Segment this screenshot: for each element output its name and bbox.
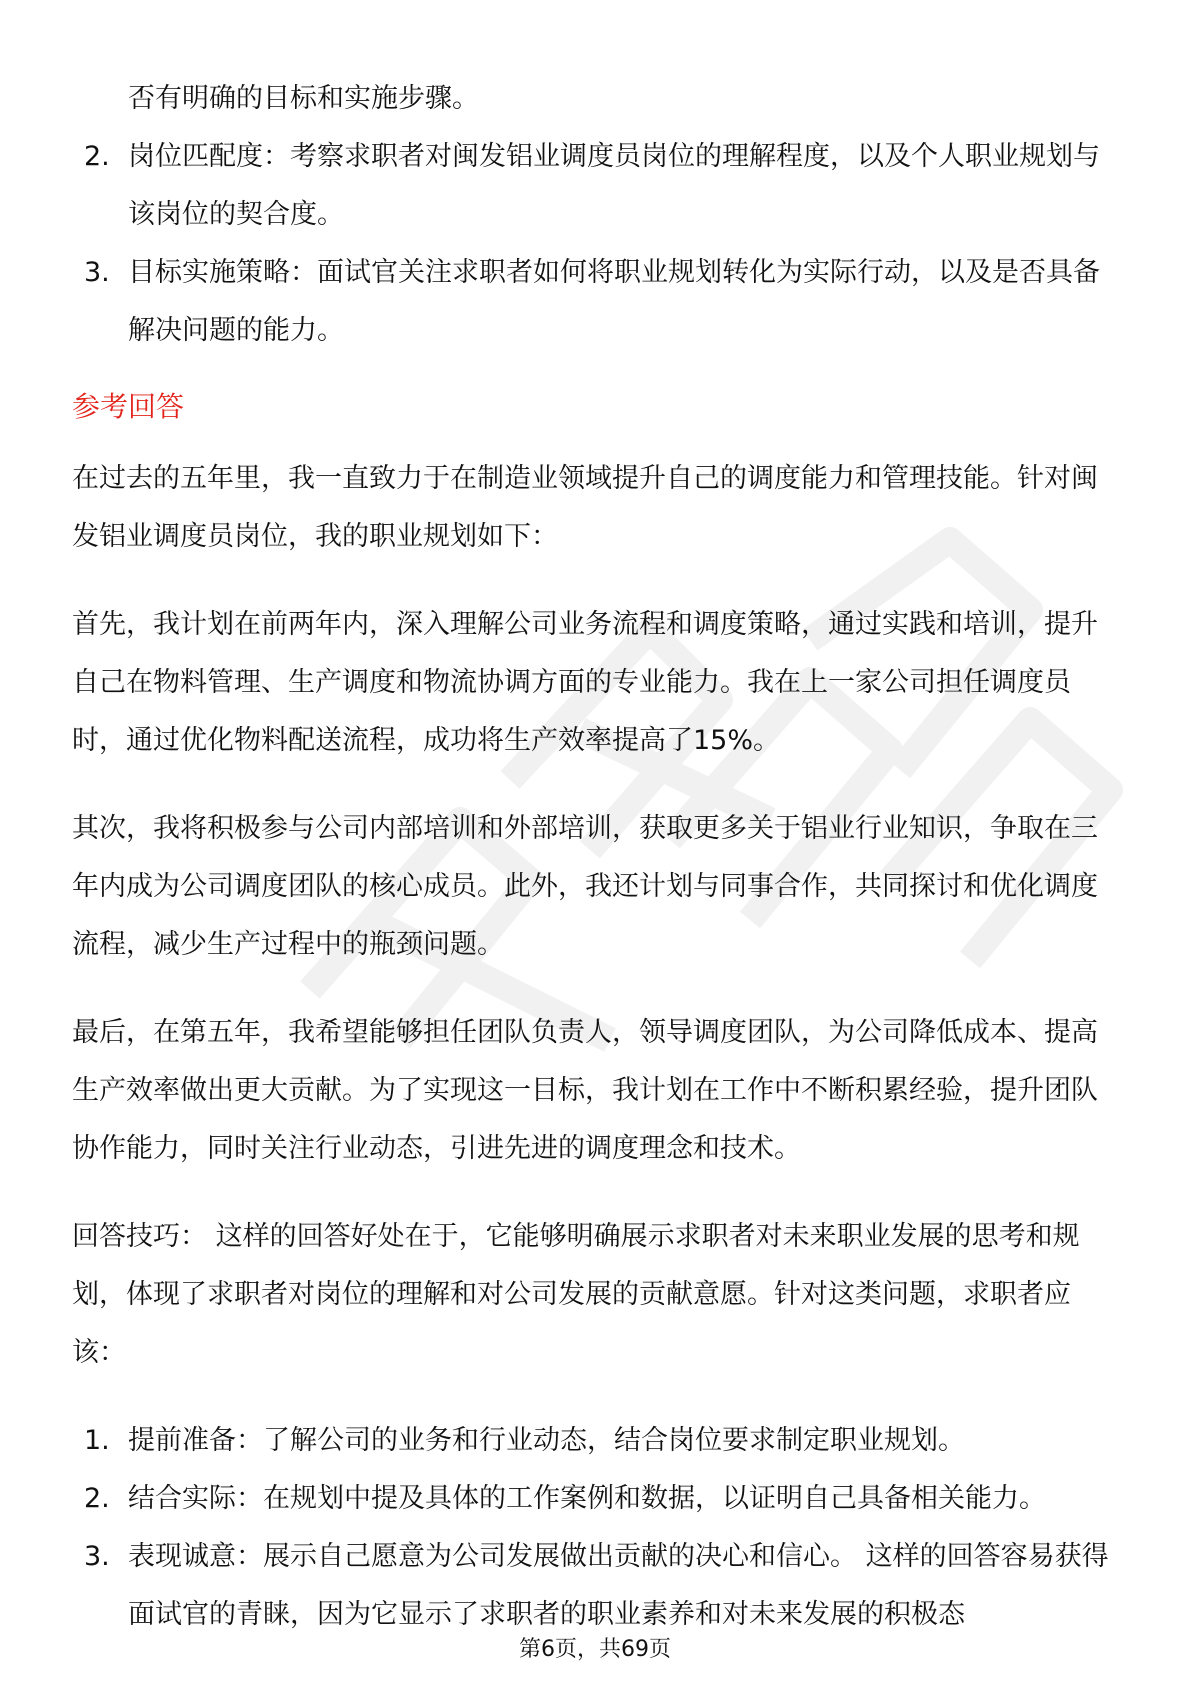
list-text: 目标实施策略：面试官关注求职者如何将职业规划转化为实际行动，以及是否具备解决问题的能力。 [128, 257, 1100, 346]
paragraph: 其次，我将积极参与公司内部培训和外部培训，获取更多关于铝业行业知识，争取在三年内成为公司调度团队的核心成员。此外，我还计划与同事合作，共同探讨和优化调度流程，减少生产过程中的瓶颈问题。 [72, 813, 1098, 960]
list-text: 提前准备：了解公司的业务和行业动态，结合岗位要求制定职业规划。 [128, 1425, 965, 1456]
list-item [72, 244, 1122, 360]
paragraph: 在过去的五年里，我一直致力于在制造业领域提升自己的调度能力和管理技能。针对闽发铝业调度员岗位，我的职业规划如下： [72, 463, 1098, 552]
list-text: 岗位匹配度：考察求职者对闽发铝业调度员岗位的理解程度，以及个人职业规划与该岗位的契合度。 [128, 141, 1100, 230]
list-number: 3. [84, 1541, 110, 1572]
list-item [72, 1528, 1122, 1644]
paragraph: 首先，我计划在前两年内，深入理解公司业务流程和调度策略，通过实践和培训，提升自己在物料管理、生产调度和物流协调方面的专业能力。我在上一家公司担任调度员时，通过优化物料配送流程，成功将生产效率提高了15%。 [72, 609, 1098, 756]
list-number: 3. [84, 257, 110, 288]
list-text: 表现诚意：展示自己愿意为公司发展做出贡献的决心和信心。 这样的回答容易获得面试官的青睐，因为它显示了求职者的职业素养和对未来发展的积极态 [128, 1541, 1109, 1630]
list-item [72, 1470, 1122, 1528]
page-number-footer: 第6页，共69页 [519, 1637, 671, 1662]
criteria-list [72, 128, 1122, 360]
list-item [72, 128, 1122, 244]
paragraph: 最后，在第五年，我希望能够担任团队负责人，领导调度团队，为公司降低成本、提高生产效率做出更大贡献。为了实现这一目标，我计划在工作中不断积累经验，提升团队协作能力，同时关注行业动态，引进先进的调度理念和技术。 [72, 1017, 1098, 1164]
list-number: 2. [84, 1483, 110, 1514]
criteria-continuation: 否有明确的目标和实施步骤。 [128, 83, 479, 114]
list-number: 2. [84, 141, 110, 172]
list-number: 1. [84, 1425, 110, 1456]
section-title-reference-answer: 参考回答 [72, 390, 185, 423]
paragraph-answer-tips: 回答技巧： 这样的回答好处在于，它能够明确展示求职者对未来职业发展的思考和规划，体现了求职者对岗位的理解和对公司发展的贡献意愿。针对这类问题，求职者应该： [72, 1221, 1080, 1368]
document-content [72, 70, 1122, 1644]
tips-list [72, 1412, 1122, 1644]
list-item [72, 1412, 1122, 1470]
list-text: 结合实际：在规划中提及具体的工作案例和数据，以证明自己具备相关能力。 [128, 1483, 1046, 1514]
